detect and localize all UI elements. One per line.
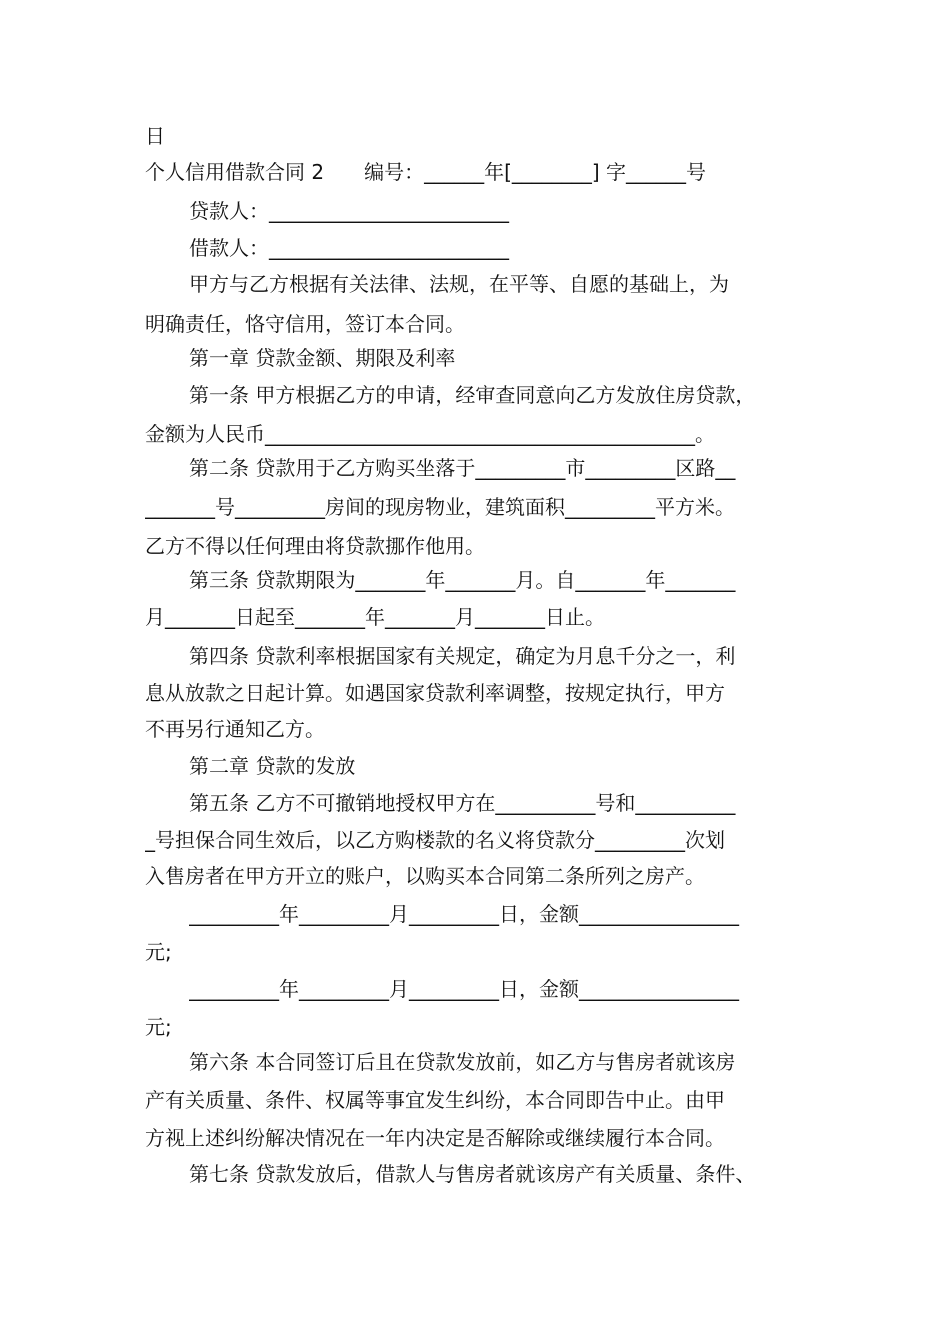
article-line: 金额为人民币___________________________________________。: [145, 422, 715, 446]
article-line: 第五条 乙方不可撤销地授权甲方在__________号和__________: [189, 791, 736, 815]
contract-title-line: 个人信用借款合同 2 编号：______年[________] 字______号: [145, 160, 707, 184]
article-line: _______号_________房间的现房物业，建筑面积_________平方米。: [145, 495, 735, 519]
disbursement-line: _________年_________月_________日，金额________________: [189, 977, 739, 1001]
article-line: 第一条 甲方根据乙方的申请，经审查同意向乙方发放住房贷款，: [189, 383, 756, 407]
article-line: 第三条 贷款期限为_______年_______月。自_______年_______: [189, 568, 736, 592]
preamble-line: 甲方与乙方根据有关法律、法规，在平等、自愿的基础上，为: [189, 272, 729, 296]
article-line: 息从放款之日起计算。如遇国家贷款利率调整，按规定执行，甲方: [145, 681, 725, 705]
disbursement-line: _________年_________月_________日，金额________________: [189, 902, 739, 926]
text-line: 日: [145, 124, 165, 148]
lender-line: 贷款人：________________________: [189, 199, 509, 223]
borrower-line: 借款人：________________________: [189, 236, 509, 260]
article-line: 乙方不得以任何理由将贷款挪作他用。: [145, 534, 485, 558]
article-line: 第二条 贷款用于乙方购买坐落于_________市_________区路__: [189, 456, 736, 480]
article-line: 月_______日起至_______年_______月_______日止。: [145, 605, 605, 629]
disbursement-unit: 元;: [145, 1015, 172, 1039]
chapter-heading: 第二章 贷款的发放: [189, 754, 356, 778]
article-line: 不再另行通知乙方。: [145, 717, 325, 741]
article-line: 第四条 贷款利率根据国家有关规定，确定为月息千分之一，利: [189, 644, 736, 668]
preamble-line: 明确责任，恪守信用，签订本合同。: [145, 312, 465, 336]
article-line: 第六条 本合同签订后且在贷款发放前，如乙方与售房者就该房: [189, 1050, 736, 1074]
article-line: _号担保合同生效后，以乙方购楼款的名义将贷款分_________次划: [145, 828, 725, 852]
article-line: 方视上述纠纷解决情况在一年内决定是否解除或继续履行本合同。: [145, 1126, 725, 1150]
chapter-heading: 第一章 贷款金额、期限及利率: [189, 346, 456, 370]
article-line: 第七条 贷款发放后，借款人与售房者就该房产有关质量、条件、: [189, 1162, 756, 1186]
article-line: 入售房者在甲方开立的账户，以购买本合同第二条所列之房产。: [145, 864, 705, 888]
article-line: 产有关质量、条件、权属等事宜发生纠纷，本合同即告中止。由甲: [145, 1088, 725, 1112]
disbursement-unit: 元;: [145, 940, 172, 964]
